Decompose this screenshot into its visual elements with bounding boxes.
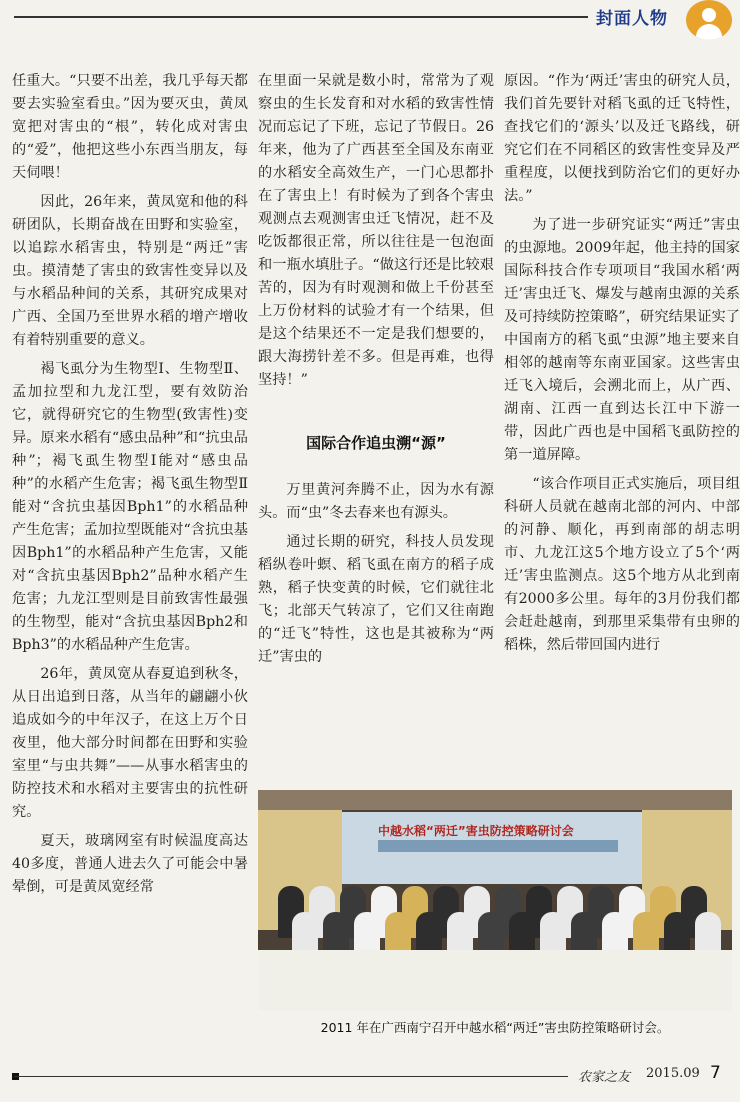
paragraph: 26年，黄凤宽从春夏追到秋冬，从日出追到日落，从当年的翩翩小伙追成如今的中年汉子，在这上万个日夜里，他大部分时间都在田野和实验室里“与虫共舞”——从事水稻害虫的防控技术和水稻对主要害虫的抗性研究。 [12,666,248,820]
paragraph: 原因。“作为‘两迁’害虫的研究人员，我们首先要针对稻飞虱的迁飞特性，查找它们的‘源头’以及迁飞路线，研究它们在不同稻区的致害性变异及严重程度，以便找到防治它们的更好办法。” [504,73,740,204]
paragraph: 为了进一步研究证实“两迁”害虫的虫源地。2009年起，他主持的国家国际科技合作专项项目“我国水稻‘两迁’害虫迁飞、爆发与越南虫源的关系及可持续防控策略”，研究结果证实了中国南方的稻飞虱“虫源”地主要来自相邻的越南等东南亚国家。这些害虫迁飞入境后，会溯北而上，从广西、湖南、江西一直到达长江中下游一带，因此广西也是中国稻飞虱防控的第一道屏障。 [504,217,740,463]
issue-number: 2015.09 [646,1066,700,1081]
page-number: 7 [710,1063,721,1083]
column-2 [258,70,494,669]
paragraph: 通过长期的研究，科技人员发现稻纵卷叶螟、稻飞虱在南方的稻子成熟，稻子快变黄的时候，它们就往北飞；北部天气转凉了，它们又往南跑的“迁飞”特性，这也是其被称为“两迁”害虫的 [258,534,494,665]
paragraph: 万里黄河奔腾不止，因为水有源头。而“虫”冬去春来也有源头。 [258,482,494,521]
column-3 [504,70,740,657]
section-title: 封面人物 [596,9,668,29]
column-1 [12,70,248,899]
banner-text: 中越水稻“两迁”害虫防控策略研讨会 [378,824,574,838]
conference-photo [258,790,732,1010]
paragraph: 褐飞虱分为生物型Ⅰ、生物型Ⅱ、孟加拉型和九龙江型，要有效防治它，就得研究它的生物型(致害性)变异。原来水稻有“感虫品种”和“抗虫品种”；褐飞虱生物型Ⅰ能对“感虫品种”的水稻产生危害；褐飞虱生物型Ⅱ能对“含抗虫基因Bph1”的水稻品种产生危害；孟加拉型既能对“含抗虫基因Bph1”的水稻品种产生危害，又能对“含抗虫基因Bph2”品种水稻产生危害；九龙江型则是目前致害性最强的生物型，能对“含抗虫基因Bph2和Bph3”的水稻品种产生危害。 [12,361,248,653]
conference-table [258,950,732,1010]
paragraph: 在里面一呆就是数小时，常常为了观察虫的生长发育和对水稻的致害性情况而忘记了下班，忘记了节假日。26年来，他为了广西甚至全国及东南亚的水稻安全高效生产，一门心思都扑在了害虫上！有时候为了到各个害虫观测点去观测害虫迁飞情况，赶不及吃饭都很正常，所以往往是一包泡面和一瓶水填肚子。“做这行还是比较艰苦的，因为有时观测和做上千份甚至上万份材料的试验才有一个结果，但是这个结果还不一定是我们想要的，跟大海捞针差不多。但是再难，也得坚持！” [258,73,494,388]
magazine-name: 农家之友 [578,1070,631,1085]
photo-caption: 2011 年在广西南宁召开中越水稻“两迁”害虫防控策略研讨会。 [320,1020,670,1035]
header-rule [14,16,588,18]
paragraph: 任重大。“只要不出差，我几乎每天都要去实验室看虫。”因为要灭虫，黄凤宽把对害虫的“根”，转化成对害虫的“爱”，他把这些小东西当朋友，每天伺喂！ [12,73,248,181]
person-icon [686,0,732,40]
paragraph: “该合作项目正式实施后，项目组科研人员就在越南北部的河内、中部的河静、顺化，再到南部的胡志明市、九龙江这5个地方设立了5个‘两迁’害虫监测点。这5个地方从北到南有2000多公里。每年的3月份我们都会赶赴越南，到那里采集带有虫卵的稻株，然后带回国内进行 [504,476,740,653]
paragraph: 夏天，玻璃网室有时候温度高达40多度，普通人进去久了可能会中暑晕倒，可是黄凤宽经常 [12,833,248,895]
section-heading: 国际合作追虫溯“源” [306,434,446,452]
paragraph: 因此，26年来，黄凤宽和他的科研团队，长期奋战在田野和实验室，以追踪水稻害虫，特别是“两迁”害虫。摸清楚了害虫的致害性变异以及与水稻品种间的关系，其研究成果对广西、全国乃至世界水稻的增产增收有着特别重要的意义。 [12,194,248,348]
footer-rule [14,1076,568,1077]
